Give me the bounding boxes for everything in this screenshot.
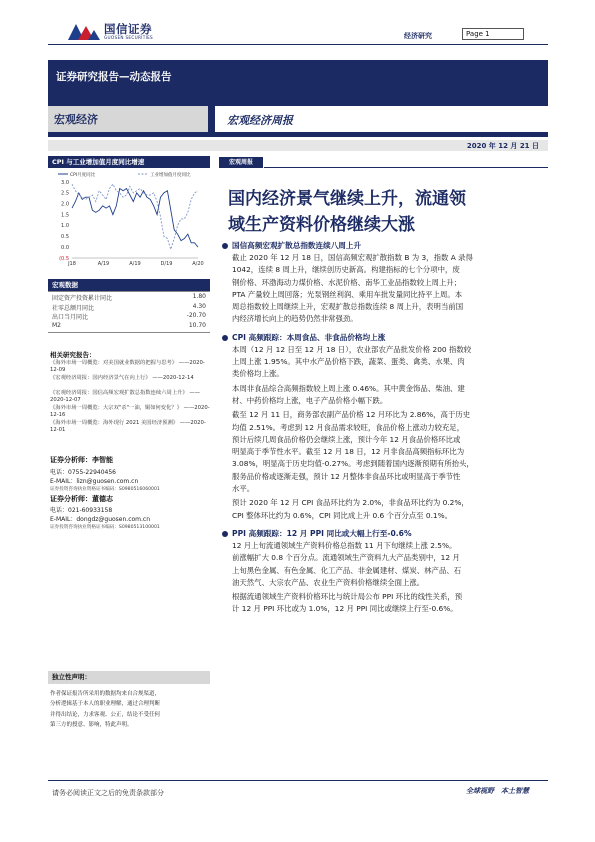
independence-line: 作者保证报告所采用的数据均来自合规渠道， [50,691,161,697]
section-heading [222,240,361,251]
analyst-cert: 证券投资咨询执业资格证书编码：S0980516060001 [50,487,160,492]
independence-line: 第三方的授意、影响，特此声明。 [50,721,133,728]
paragraph [232,344,544,381]
paragraph [232,409,544,495]
paragraph-line: PTA 产量较上周回落；光泵钢丝利润、乘用车批发量同比持平上周。本 [232,289,463,299]
paragraph-line: 计 12 月 PPI 环比或为 1.0%，12 月 PPI 同比或继续上行至-0.6%。 [232,604,458,614]
data-key: 出口当月同比 [52,314,89,321]
series-line [72,184,198,249]
company-name-en: GUOSEN SECURITIES [104,35,154,40]
independence-line: 并得出结论，力求客观、公正，结论不受任何 [50,711,161,718]
section-heading-text: PPI 高频跟踪：12 月 PPI 同比或大幅上行至-0.6% [232,529,412,538]
paragraph-line: 材、中药价格均上涨，电子产品价格小幅下跌。 [232,395,388,405]
macro-data-title: 宏观数据 [48,279,210,291]
analyst-email[interactable]: E-MAIL：lizn@guosen.com.cn [50,478,139,485]
category-tag [48,106,208,132]
analyst-name: 李智能 [92,456,113,464]
paragraph [232,591,544,616]
data-row [48,322,210,332]
y-tick-label: 1.0 [61,223,69,230]
title-line: 域生产资料价格继续大涨 [228,215,415,235]
paragraph-line: 明显高于季节性水平。截至 12 月 18 日，12 月非食品高频指标环比为 [232,447,465,457]
paragraph-line: 类价格均上涨。 [232,369,284,379]
data-value: 4.30 [192,302,206,310]
paragraph-line: CPI 整体环比约为 0.6%，CPI 同比成上升 0.6 个百分点至 0.1%。 [232,510,453,520]
paragraph-line: 均值 2.51%。考虑到 12 月食品需求较旺，食品价格上涨动力较充足， [232,422,465,432]
analyst-title: 证券分析师： [50,495,92,503]
bullet-icon [222,335,228,341]
paragraph-line: 本周非食品综合高频指数较上周上涨 0.46%。其中黄金饰品、柴油、建 [232,383,465,393]
y-tick-label: 0.0 [61,244,69,251]
independence-title: 独立性声明： [48,671,210,684]
chart-title: CPI 与工业增加值月度同比增速 [48,156,210,168]
data-key: 固定资产投资累计同比 [52,295,113,302]
company-name-cn: 国信证券 [104,22,152,36]
data-value: -20.70 [186,312,206,319]
paragraph-line: 截至 12 月 11 日，商务部农副产品价格 12 月环比为 2.86%，高于历史 [232,410,471,420]
paragraph [232,383,544,408]
cpi-industrial-chart [48,168,210,268]
paragraph-line: 前涨幅扩大 0.8 个百分点。流通领域生产资料九大产品类别中，12 月 [232,553,460,563]
paragraph-line: 本周（12 月 12 日至 12 月 18 日），农业部农产品批发价格 200 指数较 [232,344,472,354]
series-tag [215,106,548,132]
paragraph-line: 截止 2020 年 12 月 18 日，国信高频宏观扩散指数 B 为 3，指数 A 录得 [232,253,473,262]
series-line [72,189,198,248]
weekly-tag: 宏观周报 [219,157,263,168]
paragraph-line: 钢价格、环渤海动力煤价格、水泥价格、南华工业品指数较上周上升； [232,277,462,287]
analyst-name: 董德志 [92,495,113,503]
series-label: 宏观经济周报 [227,114,293,127]
report-date: 2020 年 12 月 21 日 [466,142,539,150]
footer-slogan: 全球视野 本土智慧 [466,787,529,795]
category-label: 宏观经济 [54,113,98,126]
related-report-link[interactable]: 《海外市场一周概览：对美国就业数据的把握与思考》 ——2020-12-09 [50,360,205,374]
analyst-phone: 电话：0755-22940456 [50,469,116,476]
x-tick-label: A/19 [97,261,110,267]
data-key: M2 [52,321,61,329]
y-tick-label: 3.0 [61,179,69,186]
paragraph-line: 服务品价格或逐渐走强，预计 12 月整体非食品环比或明显高于季节性 [232,471,461,481]
paragraph [232,252,544,326]
analyst-1 [50,455,113,465]
header-divider [48,44,548,45]
data-row [48,312,210,322]
paragraph-line: 3.08%，明显高于历史均值-0.27%。考虑到随着国内逐渐预期有所抬头， [232,459,474,469]
data-key: 社零总额月同比 [52,304,95,312]
paragraph-line: 根据流通领域生产资料价格环比与统计局公布 PPI 环比的线性关系，预 [232,592,463,602]
x-tick-label: D/19 [160,261,173,267]
bullet-icon [222,243,228,249]
related-report-link[interactable]: 《宏观经济周报：国信高频宏观扩散总指数连续六周上升》 ——2020-12-07 [50,390,200,404]
analyst-cert: 证券投资咨询执业资格证书编码：S0980513100001 [50,525,160,530]
paragraph [232,497,544,522]
x-tick-label: J18 [68,261,76,267]
paragraph-line: 内经济增长向上的趋势仍然非常强劲。 [232,314,358,324]
paragraph [232,540,544,589]
legend-label: CPI月度同比 [70,173,96,178]
section-heading-text: CPI 高频跟踪：本周食品、非食品价格均上涨 [232,332,386,342]
header-label: 经济研究 [404,32,432,40]
y-tick-label: 1.5 [61,212,69,219]
bullet-icon [222,531,228,537]
analyst-email[interactable]: E-MAIL：dongdz@guosen.com.cn [50,516,151,523]
x-tick-label: A/20 [192,261,204,267]
paragraph-line: 上旬黑色金属、有色金属、化工产品、非金属建材、煤炭、林产品、石 [232,565,462,575]
data-row [48,303,210,313]
paragraph-line: 水平。 [232,484,255,494]
related-report-link[interactable]: 《海外市场一周概览：海外现行 2021 美国经济预测》 ——2020-12-01 [50,420,206,434]
related-reports-title: 相关研究报告： [50,351,96,359]
paragraph-line: 1042，连续 8 周上升，继续创历史新高。构建指标的七个分项中，废 [232,265,460,275]
guosen-logo-icon [66,22,102,42]
footer-divider [48,780,548,781]
paragraph-line: 油天然气、大宗农产品、农业生产资料价格继续全面上涨。 [232,577,425,587]
data-value: 10.70 [188,321,206,329]
analyst-2 [50,494,113,504]
y-tick-label: (0.5 [59,255,69,262]
page-number: Page 1 [462,28,524,40]
title-line: 国内经济景气继续上升，流通领 [228,189,466,209]
analyst-title: 证券分析师： [50,456,92,464]
independence-line: 分析逻辑基于本人的职业理解，通过合理判断 [50,701,161,708]
paragraph-line: 预计后续几周食品价格仍会继续上涨，预计今年 12 月食品价格环比或 [232,434,461,444]
section-heading-text: 国信高频宏观扩散总指数连续八周上升 [232,241,362,250]
related-report-link[interactable]: 《海外市场一周概览：大宗双"杀"一油，铜如何变化？》 ——2020-12-16 [50,405,210,419]
report-type: 证券研究报告—动态报告 [56,71,172,83]
disclaimer-note: 请务必阅读正文之后的免责条款部分 [52,789,164,797]
analyst-phone: 电话：021-60933158 [50,507,113,514]
legend-label: 工业增加值月度同比 [150,173,191,178]
section-rule [264,167,548,168]
data-divider [48,291,210,292]
data-divider [48,332,210,333]
related-report-link[interactable]: 《宏观经济周报：国内经济景气在向上行》 ——2020-12-14 [50,375,194,381]
section-heading [222,332,385,343]
data-value: 1.80 [192,293,206,300]
paragraph-line: 12 月上旬流通领域生产资料价格总指数 11 月下旬继续上涨 2.5%。 [232,541,457,550]
independence-text [50,689,208,730]
paragraph-line: 预计 2020 年 12 月 CPI 食品环比约为 2.0%，非食品环比约为 0.2%， [232,498,469,508]
section-heading [222,528,412,539]
y-tick-label: 2.5 [61,190,69,197]
data-row [48,293,210,303]
y-tick-label: 2.0 [61,201,69,208]
page-title [228,186,548,238]
y-tick-label: 0.5 [61,234,69,241]
x-tick-label: A/19 [129,261,141,267]
paragraph-line: 上周上涨 1.95%。其中水产品价格下跌，蔬菜、蛋类、禽类、水果、肉 [232,357,465,367]
paragraph-line: 周总指数较上周继续上升，宏观扩散总指数连续 8 周上升，表明当前国 [232,302,464,312]
